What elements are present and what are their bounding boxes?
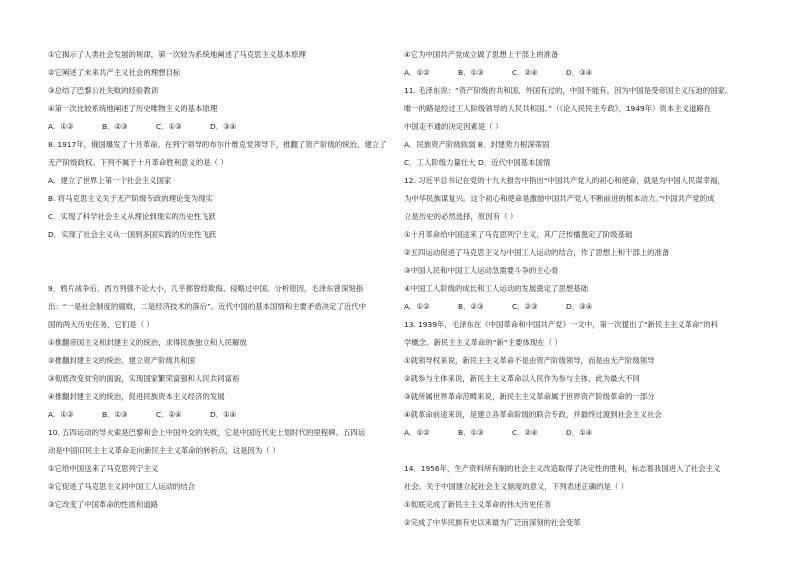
question-line: ③就所属世界革命范畴来说，新民主主义革命属于世界资产阶级革命的一部分 [404,392,655,401]
question-line: ②它促进了马克思主义同中国工人运动的结合 [48,482,196,491]
question-line: ③总结了巴黎公社失败的经验教训 [48,86,159,95]
answer-option: B．①③ [458,428,484,437]
answer-options [48,406,403,424]
question-line: ④它为中国共产党成立做了思想上干部上的准备 [404,50,559,59]
question-line: ①彻底完成了新民主主义革命的伟大历史任务 [404,500,552,509]
answer-option: B．①③ [458,68,484,77]
question-line: ②推翻封建主义的统治，建立资产阶级共和国 [48,356,196,365]
question-line: ②五四运动促进了马克思主义与中国工人运动的结合，作了思想上和干部上的准备 [404,248,670,257]
answer-option: C．①③ [156,122,182,131]
question-line: ④就革命前途来说，是建立各革命阶级的联合专政，并最终过渡到社会主义社会 [404,410,662,419]
answer-option: A．①② [404,68,430,77]
question-line: C．实现了科学社会主义从理论到现实的历史性飞跃 [48,212,216,221]
question-line: 学概念。新民主主义革命的“新”主要体现在（ ） [404,338,562,347]
answer-option: A．①② [404,302,430,311]
question-line: ①它揭示了人类社会发展的规律，第一次较为系统地阐述了马克思主义基本原理 [48,50,306,59]
question-line: 社会。关于中国建立起社会主义制度的意义，下列表述正确的是（ ） [404,482,629,491]
question-line: A．建立了世界上第一个社会主义国家 [48,176,172,185]
question-line: ③它改变了中国革命的性质和道路 [48,500,159,509]
answer-option: C．②④ [512,68,538,77]
answer-option: D．①④ [210,410,237,419]
question-line: C．工人阶级力量壮大 D．近代中国基本国情 [404,158,551,167]
question-line: D．实现了社会主义从一国到多国实践的历史性飞跃 [48,230,217,239]
question-line: ②它阐述了未来共产主义社会的理想目标 [48,68,181,77]
question-line: 无产阶级政权。下列不属于十月革命胜利意义的是（ ） [48,158,228,167]
answer-option: B．①③ [102,410,128,419]
answer-option: A．①② [48,122,74,131]
question-line: 国的两大历史任务，它们是（ ） [48,320,154,329]
question-line: ①推翻帝国主义和封建主义的统治，求得民族独立和人民解放 [48,338,247,347]
left-column [48,46,403,514]
question-line: ④中国工人阶级的成长和工人运动的发展奠定了思想基础 [404,284,589,293]
question-line: ②完成了中华民族有史以来最为广泛而深刻的社会变革 [404,518,581,527]
question-line: 出：“一是社会制度的腐败，二是经济技术的落后”。近代中国的基本国情和主要矛盾决定了近代中 [48,302,367,311]
question-line: 动是中国旧民主主义革命走向新民主主义革命的转折点，这是因为（ ） [48,446,280,455]
question-line: ②就参与主体来说，新民主主义革命以人民作为参与主体，此为最大不同 [404,374,640,383]
answer-option: A．①② [404,428,430,437]
answer-option: C．②③ [512,302,538,311]
answer-option: D．③④ [566,68,593,77]
answer-option: D．③④ [210,122,237,131]
question-line: B. 将马克思主义关于无产阶级专政的理论变为现实 [48,194,213,203]
question-line: 14．1956年，生产资料所有制的社会主义改造取得了决定性的胜利，标志着我国进入了社会主义 [404,464,721,473]
question-line: A．民族资产阶级软弱 B．封建势力根深蒂固 [404,140,550,149]
question-line: ③中国人民和中国工人运动急需要斗争的主心骨 [404,266,559,275]
question-line: 立是历史的必然选择，原因有（ ） [404,212,518,221]
question-line: 10. 五四运动的导火索是巴黎和会上中国外交的失败，它是中国近代史上划时代的里程碑。五四运 [48,428,366,437]
question-line: 13. 1939年，毛泽东在《中国革命和中国共产党》一文中，第一次提出了“新民主主义革命”的科 [404,320,719,329]
answer-options [48,118,403,136]
answer-option: C．②④ [512,428,538,437]
question-line: ④推翻封建主义的统治，促进民族资本主义经济的发展 [48,392,225,401]
question-line: ①十月革命给中国送来了马克思列宁主义，其广泛传播奠定了阶级基础 [404,230,633,239]
question-line: 9．鸦片战争后，西方列强不论大小，几乎都曾经欺侮、侵略过中国。分析原因，毛泽东曾深刻指 [48,284,364,293]
question-line: ④第一次比较系统地阐述了历史唯物主义的基本原理 [48,104,218,113]
answer-option: B．②③ [458,302,484,311]
answer-option: D．③④ [566,302,593,311]
spacer [48,244,403,280]
answer-option: C．②④ [156,410,182,419]
question-line: 11. 毛泽东说：“资产阶级的共和国，外国有过的，中国不能有，因为中国是受帝国主义压迫的国家。 [404,86,733,95]
answer-options [404,64,759,82]
question-line: 12. 习近平总书记在党的十九大报告中指出“中国共产党人的初心和使命，就是为中国人民谋幸福， [404,176,725,185]
question-line: 唯一的路是经过工人阶级领导的人民共和国。”（《论人民民主专政》，1949年）资本主义道路在 [404,104,712,113]
right-column [404,46,759,532]
answer-option: D．①④ [566,428,593,437]
answer-options [404,424,759,442]
answer-options [404,298,759,316]
question-line: ③彻底改变贫穷的面貌，实现国家繁荣富强和人民共同富裕 [48,374,240,383]
question-line: 为中华民族谋复兴。这个初心和使命是激励中国共产党人不断前进的根本动力。”中国共产党的成 [404,194,715,203]
answer-option: A．①② [48,410,74,419]
answer-option: B．②③ [102,122,128,131]
question-line: 中国走不通的决定因素是（ ） [404,122,503,131]
question-line: 8. 1917年，俄国爆发了十月革命。在列宁领导的布尔什维克党领导下，推翻了资产阶级的统治，建立了 [48,140,387,149]
spacer [404,442,759,460]
question-line: ①就领导权来说，新民主主义革命不是由资产阶级领导，而是由无产阶级领导 [404,356,655,365]
question-line: ①它给中国送来了马克思列宁主义 [48,464,159,473]
